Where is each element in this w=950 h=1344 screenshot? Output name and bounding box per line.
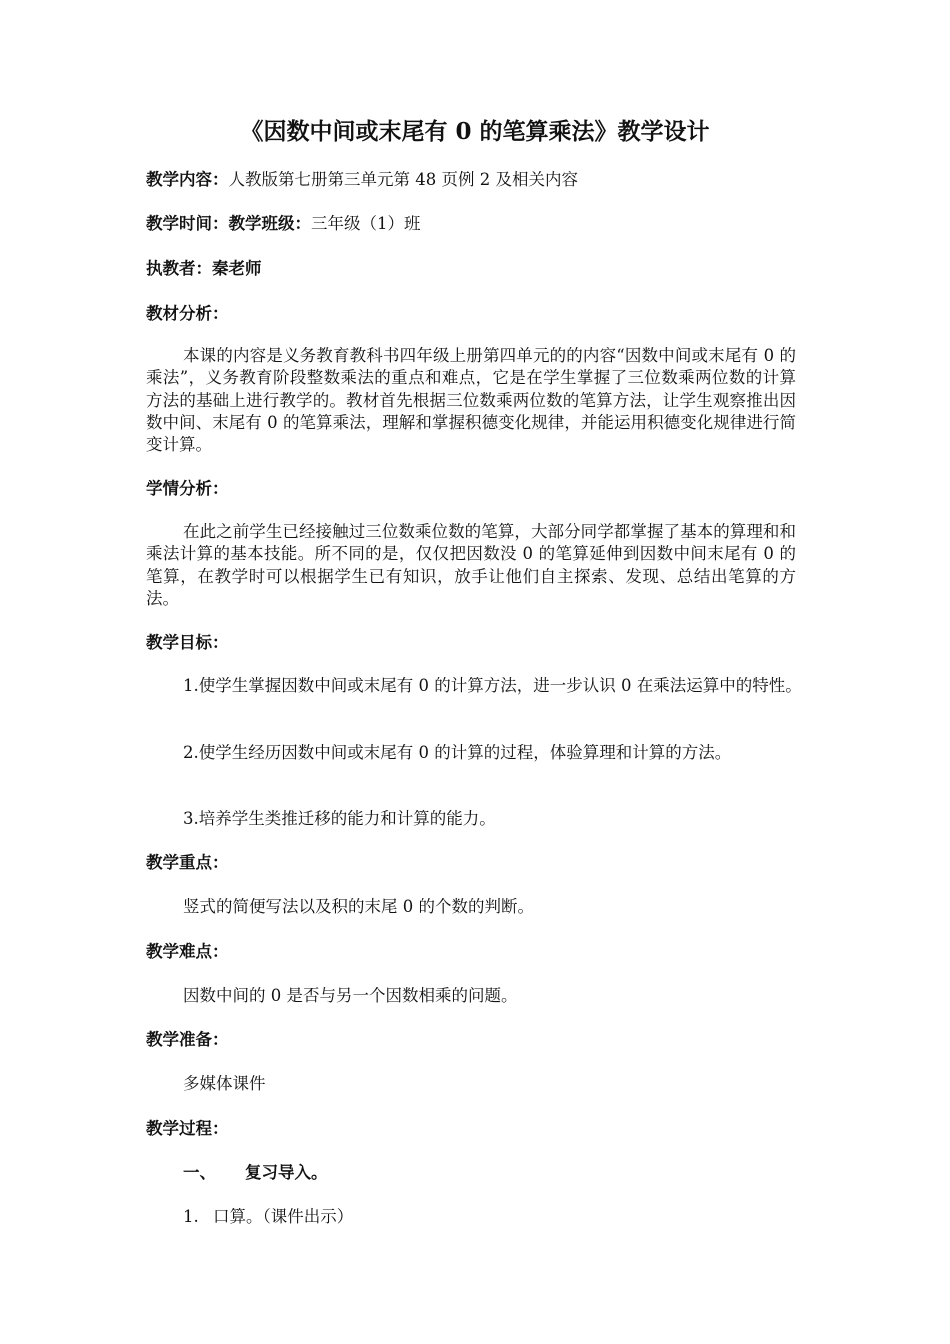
preparation-text: 多媒体课件	[183, 1074, 266, 1093]
key-point-text: 竖式的简便写法以及积的末尾 0 的个数的判断。	[183, 897, 534, 916]
key-point-heading: 教学重点：	[146, 853, 229, 872]
teaching-class-label: 教学班级：	[228, 214, 311, 233]
process-heading: 教学过程：	[146, 1119, 229, 1138]
process-item	[183, 1206, 353, 1228]
material-analysis-heading: 教材分析：	[146, 304, 229, 323]
material-analysis-text: 本课的内容是义务教育教科书四年级上册第四单元的的内容“因数中间或末尾有 0 的乘法”，义务教育阶段整数乘法的重点和难点，它是在学生掌握了三位数乘两位数的计算方法的基础上进行教学的。教材首先根据三位数乘两位数的笔算方法，让学生观察推出因数中间、末尾有 0 的笔算乘法，理解和掌握积德变化规律，并能运用积德变化规律进行简变计算。	[146, 346, 796, 455]
teaching-content-line	[146, 169, 808, 191]
process-section-heading	[183, 1162, 328, 1184]
teaching-class-value: 三年级（1）班	[311, 214, 421, 233]
difficulty-text: 因数中间的 0 是否与另一个因数相乘的问题。	[183, 986, 518, 1005]
document-title: 《因数中间或末尾有 0 的笔算乘法》教学设计	[240, 118, 710, 145]
process-section-number: 一、	[183, 1163, 216, 1182]
teacher-line	[146, 258, 808, 280]
process-item-text: 口算。（课件出示）	[213, 1207, 354, 1226]
goals-heading: 教学目标：	[146, 633, 229, 652]
time-class-line	[146, 213, 808, 235]
difficulty-heading: 教学难点：	[146, 942, 229, 961]
process-item-number: 1.	[183, 1207, 199, 1226]
teacher-value: 秦老师	[212, 259, 262, 278]
student-analysis-heading: 学情分析：	[146, 479, 229, 498]
goal-item-3: 3.培养学生类推迁移的能力和计算的能力。	[183, 809, 496, 828]
teaching-time-label: 教学时间：	[146, 214, 229, 233]
student-analysis-text: 在此之前学生已经接触过三位数乘位数的笔算，大部分同学都掌握了基本的算理和和乘法计算的基本技能。所不同的是，仅仅把因数没 0 的笔算延伸到因数中间末尾有 0 的笔算，在教学时可以根据学生已有知识，放手让他们自主探索、发现、总结出笔算的方法。	[146, 522, 796, 608]
goal-item-2: 2.使学生经历因数中间或末尾有 0 的计算的过程，体验算理和计算的方法。	[183, 743, 732, 762]
preparation-heading: 教学准备：	[146, 1030, 229, 1049]
teaching-content-label: 教学内容：	[146, 170, 229, 189]
teaching-content-value: 人教版第七册第三单元第 48 页例 2 及相关内容	[228, 170, 578, 189]
teacher-label: 执教者：	[146, 259, 212, 278]
goal-item-1: 1.使学生掌握因数中间或末尾有 0 的计算方法，进一步认识 0 在乘法运算中的特性。	[183, 676, 802, 695]
process-section-title: 复习导入。	[245, 1163, 328, 1182]
